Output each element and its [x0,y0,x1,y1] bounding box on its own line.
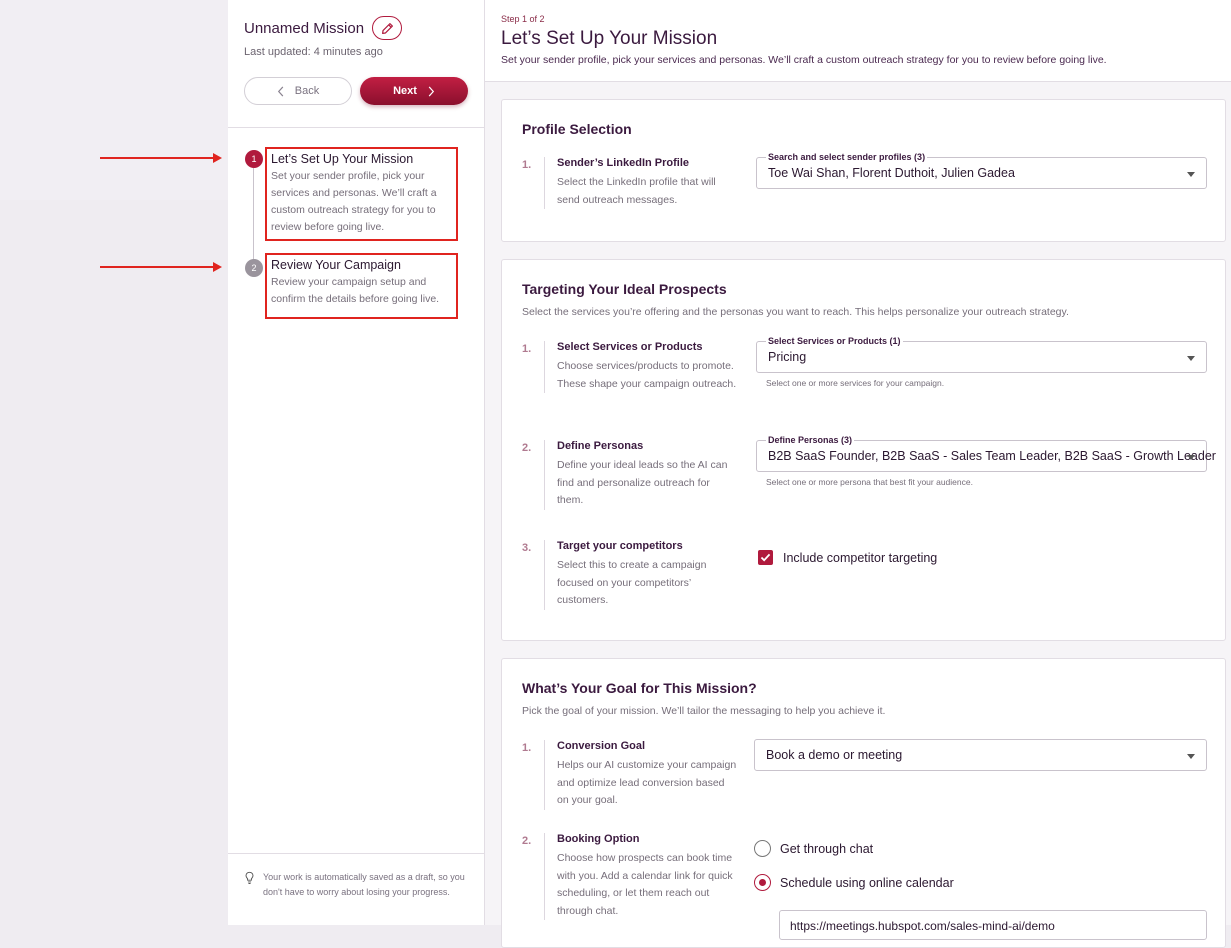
competitors-label: Target your competitors [557,540,683,552]
row-number: 1. [522,159,532,171]
services-select[interactable] [756,336,1207,373]
wizard-nav [244,77,468,105]
conversion-goal-description: Helps our AI customize your campaign and optimize lead conversion based on your goal. [557,759,737,806]
step-2-item[interactable] [265,253,458,319]
sender-profiles-select[interactable] [756,152,1207,189]
mission-sidebar [228,0,485,925]
chevron-left-icon [277,86,285,97]
row-label-col [544,740,739,810]
main-content [485,0,1231,933]
sender-profile-row [522,152,1212,219]
services-helper-text: Select one or more services for your campaign. [766,378,945,388]
personas-helper-text: Select one or more persona that best fit your audience. [766,477,973,487]
autosave-note-text: Your work is automatically saved as a draft, so you don't have to worry about losing your progress. [263,872,465,897]
calendar-radio[interactable] [754,874,771,891]
step-1-description: Set your sender profile, pick your services and personas. We’ll craft a custom outreach strategy for you to review before going live. [271,170,437,233]
annotation-arrow-step-1 [100,157,214,159]
chat-radio-label: Get through chat [780,841,874,856]
competitor-targeting-option [758,550,937,565]
goal-subtitle: Pick the goal of your mission. We’ll tailor the messaging to help you achieve it. [522,705,886,717]
row-number: 3. [522,542,532,554]
page-title: Let’s Set Up Your Mission [501,28,718,49]
next-button-label: Next [393,85,417,97]
next-button[interactable] [360,77,468,105]
calendar-radio-label: Schedule using online calendar [780,875,954,890]
caret-down-icon [1187,172,1195,177]
chat-radio[interactable] [754,840,771,857]
background-strip [0,0,228,925]
booking-option-row [522,835,1212,945]
step-1-title: Let’s Set Up Your Mission [271,152,414,166]
row-label-col [544,440,739,510]
row-label-col [544,540,739,610]
services-select-value: Pricing [768,350,807,364]
step-2-badge: 2 [245,259,263,277]
personas-row [522,435,1216,522]
personas-select[interactable] [756,435,1216,472]
row-label-col [544,341,739,393]
caret-down-icon [1187,754,1195,759]
goal-title: What’s Your Goal for This Mission? [522,680,757,696]
sender-profiles-select-legend: Search and select sender profiles (3) [768,152,926,162]
conversion-goal-row [522,742,1212,822]
last-updated: Last updated: 4 minutes ago [244,46,383,58]
profile-selection-title: Profile Selection [522,121,632,137]
row-number: 2. [522,835,532,847]
personas-label: Define Personas [557,440,644,452]
sender-profile-description: Select the LinkedIn profile that will send outreach messages. [557,176,716,206]
competitors-description: Select this to create a campaign focused on your competitors’ customers. [557,559,707,606]
page-header [485,0,1231,82]
booking-option-description: Choose how prospects can book time with you. Add a calendar link for quick scheduling, or let them reach out through chat. [557,852,733,917]
edit-mission-name-button[interactable] [372,16,402,40]
calendar-url-input[interactable] [779,910,1207,940]
booking-option-chat[interactable] [754,840,873,857]
step-2-description: Review your campaign setup and confirm the details before going live. [271,276,440,305]
competitors-row [522,542,1212,622]
targeting-subtitle: Select the services you’re offering and the personas you want to reach. This helps personalize your outreach strategy. [522,306,1069,318]
personas-description: Define your ideal leads so the AI can find and personalize outreach for them. [557,459,728,506]
targeting-card [501,259,1226,641]
step-2-title: Review Your Campaign [271,258,401,272]
row-label-col [544,157,739,209]
chevron-right-icon [427,86,435,97]
services-description: Choose services/products to promote. These shape your campaign outreach. [557,360,737,390]
row-number: 1. [522,742,532,754]
step-1-badge: 1 [245,150,263,168]
booking-option-label: Booking Option [557,833,640,845]
mission-title: Unnamed Mission [244,19,365,37]
mission-header [228,0,484,128]
caret-down-icon [1187,455,1195,460]
sender-profiles-select-value: Toe Wai Shan, Florent Duthoit, Julien Gadea [768,166,1015,180]
competitor-targeting-checkbox[interactable] [758,550,773,565]
step-1-item[interactable] [265,147,458,241]
mission-title-row [244,16,468,40]
back-button[interactable] [244,77,352,105]
pencil-icon [381,22,394,35]
competitor-targeting-label[interactable]: Include competitor targeting [783,550,938,565]
back-button-label: Back [294,85,320,97]
lightbulb-icon [244,871,255,885]
autosave-note [228,853,484,925]
page-subtitle: Set your sender profile, pick your services and personas. We’ll craft a custom outreach strategy for you to review before going live. [501,54,1107,66]
step-connector [253,168,254,260]
conversion-goal-select-value: Book a demo or meeting [766,748,903,762]
row-label-col [544,833,739,920]
conversion-goal-label: Conversion Goal [557,740,646,752]
booking-option-calendar[interactable] [754,874,954,891]
goal-card [501,658,1226,948]
row-number: 2. [522,442,532,454]
annotation-arrow-step-2 [100,266,214,268]
row-number: 1. [522,343,532,355]
conversion-goal-select[interactable] [754,739,1207,771]
services-row [522,336,1212,423]
checkmark-icon [760,553,771,562]
personas-select-legend: Define Personas (3) [768,435,853,445]
calendar-url-value: https://meetings.hubspot.com/sales-mind-ai/demo [790,919,1055,933]
background-band [0,0,228,200]
profile-selection-card [501,99,1226,242]
caret-down-icon [1187,356,1195,361]
sender-profile-label: Sender’s LinkedIn Profile [557,157,690,169]
targeting-title: Targeting Your Ideal Prospects [522,281,727,297]
personas-select-value: B2B SaaS Founder, B2B SaaS - Sales Team Leader, B2B SaaS - Growth Leader [768,449,1216,463]
services-select-legend: Select Services or Products (1) [768,336,901,346]
services-label: Select Services or Products [557,341,703,353]
step-indicator: Step 1 of 2 [501,14,545,24]
